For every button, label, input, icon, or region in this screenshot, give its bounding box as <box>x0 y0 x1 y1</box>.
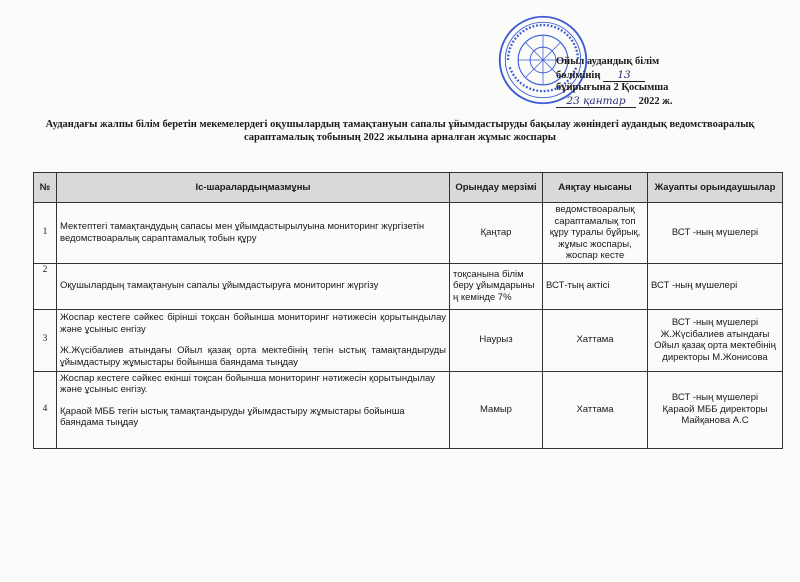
table-row <box>34 263 783 309</box>
responsible-cell: ВСТ -ның мүшелері <box>648 203 783 264</box>
order-date: 23 қантар <box>556 95 636 109</box>
approval-line-2 <box>556 69 786 83</box>
responsible-cell: ВСТ -ның мүшелері <box>648 263 783 309</box>
form-cell: ВСТ-тың актісі <box>543 263 648 309</box>
header-responsible: Жауапты орындаушылар <box>648 173 783 203</box>
header-deadline: Орындау мерзімі <box>450 173 543 203</box>
responsible-director: Ж.Жүсібалиев атындағы Ойыл қазақ орта мектебінің директоры М.Жонисова <box>654 328 776 363</box>
row-number: 2 <box>34 263 57 309</box>
table-row <box>34 309 783 371</box>
table-row <box>34 203 783 264</box>
order-number: 13 <box>603 69 645 83</box>
event-cell <box>57 371 450 448</box>
approval-line-4 <box>556 95 786 109</box>
row-number: 4 <box>34 371 57 448</box>
responsible-members: ВСТ -ның мүшелері <box>671 317 759 328</box>
approval-line-1: Ойыл аудандық білім <box>556 56 660 67</box>
header-event: Іс-шаралардыңмазмұны <box>57 173 450 203</box>
header-form: Аяқтау нысаны <box>543 173 648 203</box>
responsible-members: ВСТ -ның мүшелері <box>671 392 759 404</box>
form-cell: Хаттама <box>543 371 648 448</box>
document-title: Аудандағы жалпы білім беретін мекемелердегі оқушылардың тамақтануын сапалы ұйымдастыруды бақылау жөніндегі аудандық ведомствоаралық сараптамалық тобының 2022 жылына арналған жұмыс жоспары <box>45 119 755 143</box>
event-text-report: Ж.Жүсібалиев атындағы Ойыл қазақ орта мектебінің тегін ыстық тамақтандыруды ұйымдастыру жұмыстары бойынша баяндама тыңдау <box>60 345 446 368</box>
order-year: 2022 ж. <box>638 95 673 107</box>
event-text-monitoring: Жоспар кестеге сәйкес екінші тоқсан бойынша мониторинг нәтижесін қорытындылау және ұсыныс енгізу. <box>60 372 435 395</box>
deadline-cell: Қаңтар <box>450 203 543 264</box>
row-number: 3 <box>34 309 57 371</box>
form-cell: Хаттама <box>543 309 648 371</box>
event-cell <box>57 309 450 371</box>
responsible-director: Қараой МББ директоры Майқанова А.С <box>662 403 768 427</box>
table-header-row <box>34 173 783 203</box>
form-cell: ведомствоаралық сараптамалық топ құру туралы бұйрық, жұмыс жоспары, жоспар кесте <box>543 203 648 264</box>
event-cell: Мектептегі тамақтандудың сапасы мен ұйымдастырылуына мониторинг жүргізетін ведомствоаралық сараптамалық тобын құру <box>57 203 450 264</box>
deadline-cell: Наурыз <box>450 309 543 371</box>
approval-line-2-prefix: бөлімінің <box>556 69 601 81</box>
deadline-cell: тоқсанына білім беру ұйымдарыны ң кемінде 7% <box>450 263 543 309</box>
row-number: 1 <box>34 203 57 264</box>
approval-stamp <box>556 56 786 108</box>
approval-line-3: бұйрығына 2 Қосымша <box>556 82 669 93</box>
work-plan-table <box>33 172 783 449</box>
responsible-cell <box>648 309 783 371</box>
deadline-cell: Мамыр <box>450 371 543 448</box>
event-text-monitoring: Жоспар кестеге сәйкес бірінші тоқсан бойынша мониторинг нәтижесін қорытындылау және ұсыныс енгізу <box>60 312 446 335</box>
header-number: № <box>34 173 57 203</box>
table-row <box>34 371 783 448</box>
event-cell: Оқушылардың тамақтануын сапалы ұйымдастыруға мониторинг жүргізу <box>57 263 450 309</box>
responsible-cell <box>648 371 783 448</box>
event-text-report: Қараой МББ тегін ыстық тамақтандыруды ұйымдастыру жұмыстары бойынша баяндама тыңдау <box>60 405 405 428</box>
